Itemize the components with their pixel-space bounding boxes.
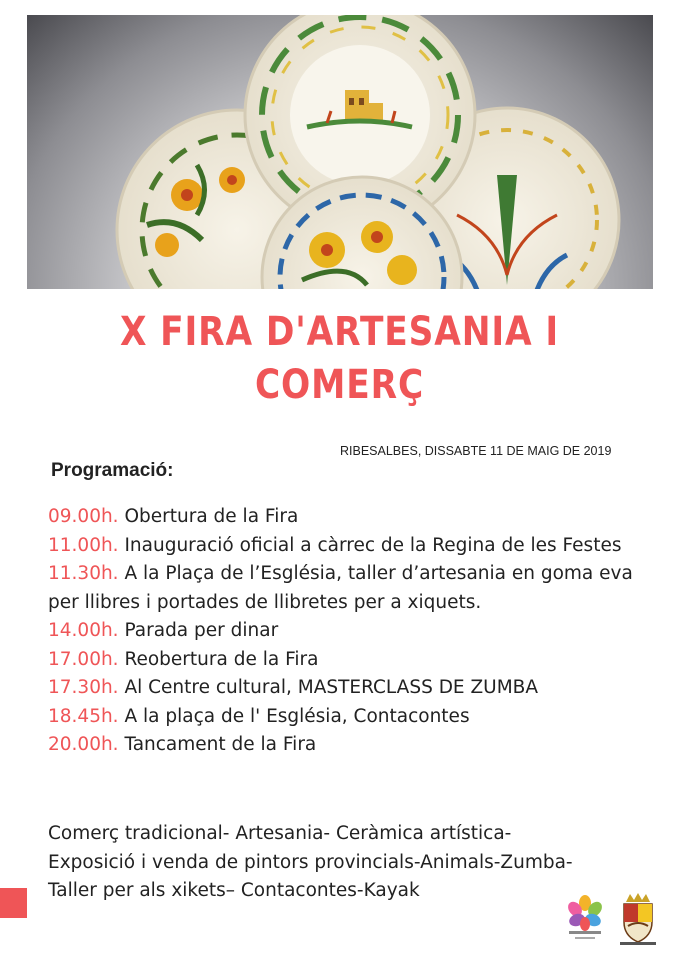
accent-square — [0, 888, 27, 918]
schedule-item — [48, 674, 658, 703]
schedule-time: 17.30h. — [48, 677, 119, 698]
poster-title-line1: X FIRA D'ARTESANIA I — [119, 309, 560, 355]
schedule-item — [48, 646, 658, 675]
schedule-time: 17.00h. — [48, 648, 119, 670]
schedule-item — [48, 503, 658, 532]
activities-line: Comerç tradicional- Artesania- Ceràmica artística- — [48, 823, 512, 844]
schedule-item — [48, 703, 658, 732]
schedule-time: 14.00h. — [48, 620, 119, 641]
schedule-item — [48, 731, 658, 760]
schedule-item — [48, 617, 658, 646]
schedule-text: Parada per dinar — [118, 620, 279, 641]
schedule-item — [48, 532, 658, 561]
schedule-list — [48, 503, 658, 760]
schedule-text: A la Plaça de l’Església, taller d’artesania en goma eva per llibres i portades de llibretes per a xiquets. — [48, 563, 633, 613]
schedule-item — [48, 560, 658, 617]
schedule-time: 09.00h. — [48, 506, 119, 527]
schedule-time: 11.30h. — [48, 563, 119, 584]
programme-heading: Programació: — [51, 460, 174, 481]
schedule-text: Tancament de la Fira — [118, 734, 317, 755]
schedule-text: Al Centre cultural, MASTERCLASS DE ZUMBA — [118, 677, 539, 698]
poster-title-line2: COMERÇ — [254, 362, 425, 408]
ribesalbes-coat-of-arms-icon — [618, 892, 658, 946]
schedule-text: Inauguració oficial a càrrec de la Regina de les Festes — [118, 534, 622, 556]
schedule-time: 18.45h. — [48, 705, 119, 727]
comerc-ribesalbes-logo-icon — [561, 893, 609, 945]
schedule-time: 11.00h. — [48, 534, 119, 556]
schedule-text: Obertura de la Fira — [118, 506, 299, 527]
schedule-text: A la plaça de l' Església, Contacontes — [118, 705, 470, 727]
schedule-text: Reobertura de la Fira — [118, 648, 319, 670]
activities-line: Taller per als xikets– Contacontes-Kayak — [48, 880, 420, 901]
hero-ceramic-plates-image — [27, 15, 653, 289]
event-dateline: RIBESALBES, DISSABTE 11 DE MAIG DE 2019 — [340, 444, 612, 458]
schedule-time: 20.00h. — [48, 734, 119, 755]
activities-line: Exposició i venda de pintors provincials-Animals-Zumba- — [48, 851, 573, 873]
